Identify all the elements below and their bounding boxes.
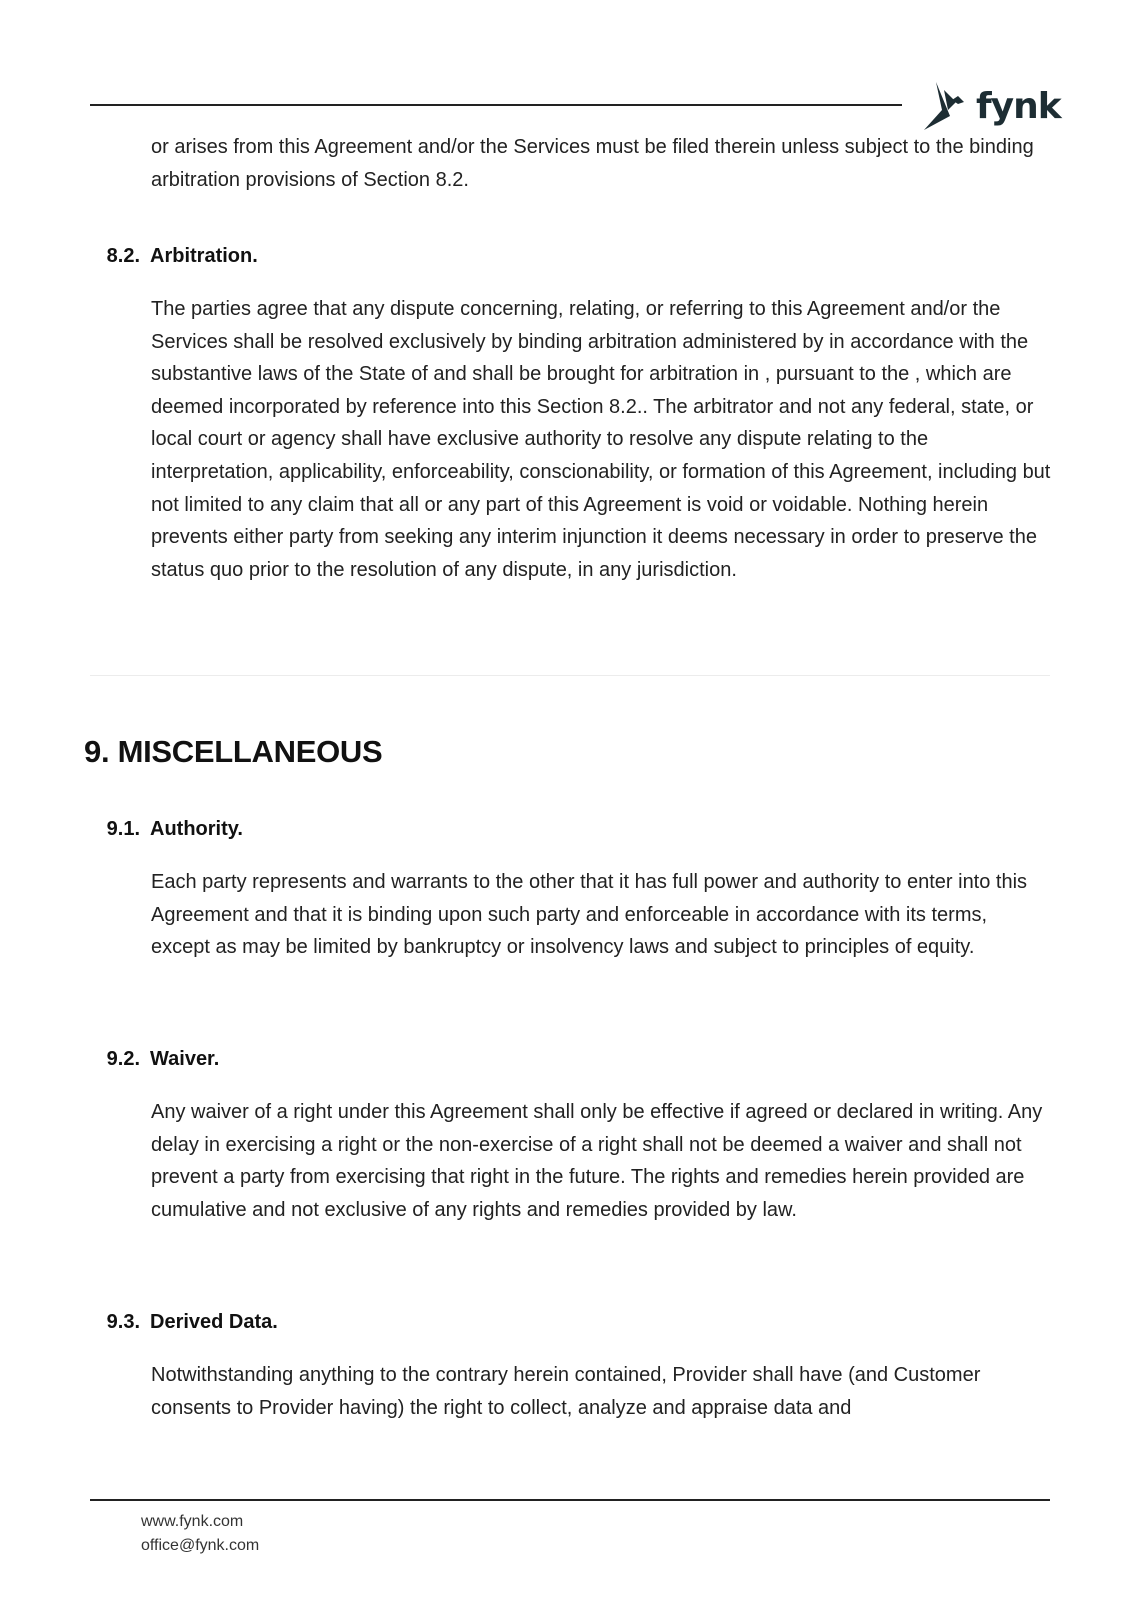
subsection-9-3-heading: [92, 1311, 278, 1334]
subsection-number: 9.1.: [106, 818, 140, 840]
section-9-title: 9. MISCELLANEOUS: [84, 734, 383, 769]
subsection-title: Derived Data.: [150, 1311, 278, 1333]
subsection-title: Waiver.: [150, 1048, 220, 1070]
section-divider: [90, 675, 1050, 676]
subsection-title: Arbitration.: [150, 245, 258, 267]
subsection-number: 9.3.: [106, 1311, 140, 1333]
subsection-9-2-heading: [92, 1048, 219, 1071]
fynk-bird-icon: [922, 80, 972, 134]
subsection-8-2-heading: [92, 245, 258, 268]
subsection-number: 8.2.: [106, 245, 140, 267]
footer-website-link[interactable]: www.fynk.com: [141, 1513, 244, 1530]
subsection-9-1-heading: [92, 818, 243, 841]
footer-email-link[interactable]: office@fynk.com: [141, 1537, 260, 1554]
brand-name: fynk: [976, 86, 1061, 127]
waiver-paragraph: Any waiver of a right under this Agreement shall only be effective if agreed or declared in writing. Any delay in exercising a right or the non-exercise of a right shall not be deemed a waiver and shall not prevent a party from exercising that right in the future. The rights and remedies herein provided are cumulative and not exclusive of any rights and remedies provided by law.: [151, 1101, 1043, 1221]
footer-rule: [90, 1499, 1050, 1501]
subsection-title: Authority.: [150, 818, 243, 840]
header-rule: [90, 104, 902, 106]
subsection-number: 9.2.: [106, 1048, 140, 1070]
continuation-paragraph: or arises from this Agreement and/or the Services must be filed therein unless subject to the binding arbitration provisions of Section 8.2.: [151, 136, 1034, 191]
arbitration-paragraph: The parties agree that any dispute concerning, relating, or referring to this Agreement and/or the Services shall be resolved exclusively by binding arbitration administered by in accordance with the substantive laws of the State of and shall be brought for arbitration in , pursuant to the , which are deemed incorporated by reference into this Section 8.2.. The arbitrator and not any federal, state, or local court or agency shall have exclusive authority to resolve any dispute relating to the interpretation, applicability, enforceability, conscionability, or formation of this Agreement, including but not limited to any claim that all or any part of this Agreement is void or voidable. Nothing herein prevents either party from seeking any interim injunction it deems necessary in order to preserve the status quo prior to the resolution of any dispute, in any jurisdiction.: [151, 298, 1051, 581]
derived-data-paragraph: Notwithstanding anything to the contrary herein contained, Provider shall have (and Customer consents to Provider having) the right to collect, analyze and appraise data and: [151, 1364, 981, 1419]
footer: [141, 1510, 259, 1558]
fynk-logo: [922, 80, 1061, 134]
authority-paragraph: Each party represents and warrants to the other that it has full power and authority to enter into this Agreement and that it is binding upon such party and enforceable in accordance with its terms, except as may be limited by bankruptcy or insolvency laws and subject to principles of equity.: [151, 871, 1028, 959]
